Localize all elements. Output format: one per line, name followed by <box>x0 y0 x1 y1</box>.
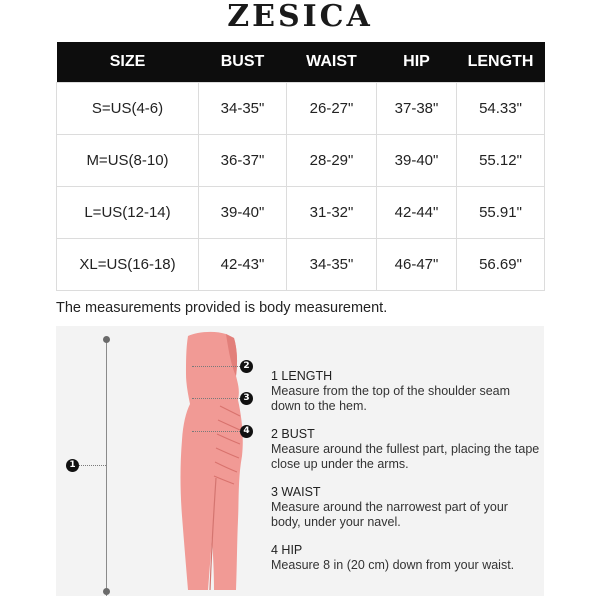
header-size: SIZE <box>57 42 199 82</box>
instruction-waist <box>271 484 541 530</box>
table-cell: 37-38" <box>377 82 457 134</box>
instruction-text: Measure around the narrowest part of your body, under your navel. <box>271 500 508 529</box>
guide-instructions <box>271 368 541 585</box>
table-row <box>57 186 545 238</box>
hip-pointer-line <box>192 431 240 432</box>
instruction-title: 3 WAIST <box>271 485 321 499</box>
table-cell: 46-47" <box>377 238 457 290</box>
table-row <box>57 238 545 290</box>
instruction-title: 4 HIP <box>271 543 303 557</box>
table-cell: 56.69" <box>457 238 545 290</box>
header-bust: BUST <box>199 42 287 82</box>
length-line-top-cap <box>103 336 110 343</box>
table-cell: 26-27" <box>287 82 377 134</box>
header-length: LENGTH <box>457 42 545 82</box>
instruction-hip <box>271 542 541 573</box>
table-cell: M=US(8-10) <box>57 134 199 186</box>
table-cell: S=US(4-6) <box>57 82 199 134</box>
dress-illustration <box>116 328 256 596</box>
table-cell: 34-35" <box>199 82 287 134</box>
measurement-note: The measurements provided is body measurement. <box>56 300 388 316</box>
instruction-text: Measure from the top of the shoulder seam down to the hem. <box>271 384 511 413</box>
table-cell: 55.91" <box>457 186 545 238</box>
length-pointer-line <box>76 465 106 466</box>
marker-bust: 2 <box>240 360 253 373</box>
instruction-text: Measure 8 in (20 cm) down from your waist. <box>271 558 515 572</box>
instruction-text: Measure around the fullest part, placing the tape close up under the arms. <box>271 442 540 471</box>
marker-hip: 4 <box>240 425 253 438</box>
table-cell: 39-40" <box>377 134 457 186</box>
header-hip: HIP <box>377 42 457 82</box>
instruction-title: 2 BUST <box>271 427 315 441</box>
table-cell: 31-32" <box>287 186 377 238</box>
table-cell: 34-35" <box>287 238 377 290</box>
brand-logo: ZESICA <box>227 0 373 34</box>
bust-pointer-line <box>192 366 240 367</box>
table-cell: 55.12" <box>457 134 545 186</box>
table-cell: 42-44" <box>377 186 457 238</box>
instruction-title: 1 LENGTH <box>271 369 333 383</box>
waist-pointer-line <box>192 398 240 399</box>
length-measure-line <box>106 338 107 596</box>
table-cell: 54.33" <box>457 82 545 134</box>
table-cell: XL=US(16-18) <box>57 238 199 290</box>
table-cell: 28-29" <box>287 134 377 186</box>
table-cell: 42-43" <box>199 238 287 290</box>
instruction-length <box>271 368 541 414</box>
table-cell: 36-37" <box>199 134 287 186</box>
table-cell: L=US(12-14) <box>57 186 199 238</box>
header-waist: WAIST <box>287 42 377 82</box>
marker-waist: 3 <box>240 392 253 405</box>
marker-length: 1 <box>66 459 79 472</box>
instruction-bust <box>271 426 541 472</box>
table-row <box>57 134 545 186</box>
table-row <box>57 82 545 134</box>
table-header-row <box>57 42 545 82</box>
size-chart-table <box>56 42 545 291</box>
table-cell: 39-40" <box>199 186 287 238</box>
measurement-guide <box>56 326 544 596</box>
length-line-bottom-cap <box>103 588 110 595</box>
